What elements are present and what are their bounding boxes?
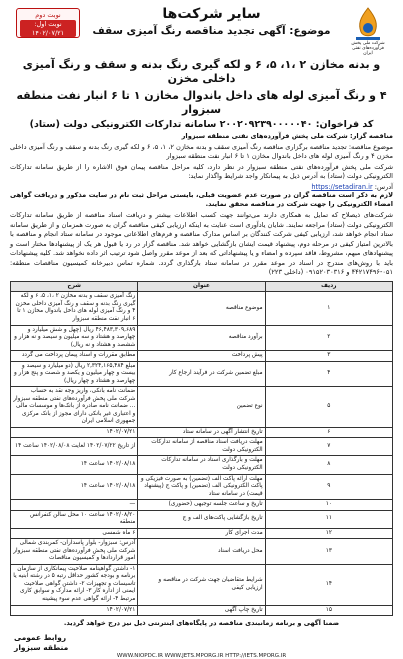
table-row — [11, 456, 393, 474]
row-title: مبلغ تضمین شرکت در فرآیند ارجاع کار — [138, 361, 265, 387]
row-description: ۱۴۰۲/۰۷/۲۱ — [11, 427, 138, 438]
column-header-row: ردیف — [265, 281, 392, 292]
row-title: مهلت ارائه پاکت الف (تضمین) به صورت فیزیکی و پاکت الکترونیکی الف (تضمین) و پاکت ج (پیشنهاد قیمت) در سامانه ستاد — [138, 474, 265, 500]
row-number: ۱۳ — [265, 539, 392, 565]
paragraph-subject: موضوع مناقصه: تجدید مناقصه برگزاری مناقصه رنگ آمیزی سقف و بدنه مخازن ۲، ۱، ۵، ۶ و لکه گیری رنگ بدنه و سقف و رنگ آمیزی داخلی مخزن ۴ و رنگ آمیزی لوله های داخل باندوال مخازن ۱ تا ۶ انبار نفت منطقه سبزوار — [10, 142, 393, 161]
row-number: ۱۴ — [265, 564, 392, 605]
header-band — [10, 4, 393, 56]
row-description: ۱۴۰۲/۰۸/۲۰ ساعت ۱۰ محل سالن کنفرانس منطقه — [11, 510, 138, 528]
row-title: تاریخ چاپ آگهی — [138, 605, 265, 616]
row-title: محل دریافت اسناد — [138, 539, 265, 565]
table-row — [11, 387, 393, 428]
row-description: ۱۴۰۲/۰۸/۱۸ ساعت ۱۴ — [11, 474, 138, 500]
footer-websites: WWW.NIOPDC.IR WWW.JETS.MPORG.IR HTTP://IETS.MPORG.IR — [116, 653, 287, 659]
stamp-label: نوبت دوم — [35, 11, 61, 19]
tender-title-line-2: ۴ و رنگ آمیزی لوله های داخل باندوال مخازن ۱ تا ۶ انبار نفت منطقه سبزوار — [16, 88, 387, 116]
row-description: ۴۶,۴۸۳,۳۰۹,۶۸۹ ریال (چهل و شش میلیارد و چهارصد و هشتاد و سه میلیون و سیصد و نه هزار و ششصد و هشتاد و نه ریال) — [11, 325, 138, 351]
company-title: سایر شرکت‌ها — [162, 6, 261, 22]
row-title: برآورد مناقصه — [138, 325, 265, 351]
row-description: از تاریخ ۱۴۰۲/۰۷/۲۲ لغایت ۱۴۰۲/۰۸/۰۸ ساعت ۱۴ — [11, 438, 138, 456]
row-title: مهلت و بارگذاری اسناد در سامانه تدارکات الکترونیکی دولت — [138, 456, 265, 474]
row-number: ۸ — [265, 456, 392, 474]
footer — [10, 619, 393, 659]
row-description: ۱۴۰۲/۰۸/۱۸ ساعت ۱۴ — [11, 456, 138, 474]
row-description: ۱- داشتن گواهینامه صلاحیت پیمانکاری از سازمان برنامه و بودجه کشور حداقل رتبه ۵ در رشته ابنیه یا تاسیسات و تجهیزات ۲- داشتن گواهی صلاحیت ایمنی از اداره کار ۳- ارائه مدارک و سوابق کاری مرتبط ۴- ارائه گواهی عدم سوء پیشینه — [11, 564, 138, 605]
subject-line: موضوع: آگهی تجدید مناقصه رنگ آمیزی سقف — [92, 25, 331, 37]
row-description: ۱۴۰۲/۰۷/۲۱ — [11, 605, 138, 616]
row-number: ۱۱ — [265, 510, 392, 528]
table-row — [11, 539, 393, 565]
website-label: آدرس: — [374, 182, 393, 191]
row-title: تاریخ و ساعت جلسه توجیهی (حضوری) — [138, 500, 265, 511]
tender-schedule-table — [10, 281, 393, 616]
paragraph-registration: لازم به ذکر است مناقصه گران در صورت عدم عضویت قبلی، بایستی مراحل ثبت نام در سایت مذکور و دریافت گواهی امضاء الکترونیکی را جهت شرکت در مناقصه محقق نمایند. — [10, 190, 393, 209]
paragraph-intro: شرکت ملی پخش فرآورده‌های نفتی منطقه سبزوار در نظر دارد، کلیه مراحل مناقصه پیمان فوق الاشاره را از طریق سامانه تدارکات الکترونیکی دولت (ستاد) به آدرس ذیل به پیمانکار واجد شرایط واگذار نماید: — [10, 162, 393, 181]
company-logo-icon — [351, 6, 385, 42]
table-row — [11, 500, 393, 511]
table-row — [11, 427, 393, 438]
signature-block — [14, 633, 124, 653]
table-row — [11, 564, 393, 605]
row-title: نوع تضمین — [138, 387, 265, 428]
table-row — [11, 361, 393, 387]
row-title: مدت اجرای کار — [138, 528, 265, 539]
setad-link[interactable]: https://setadiran.ir — [311, 182, 373, 191]
row-number: ۷ — [265, 438, 392, 456]
paragraph-details: شرکت‌های ذیصلاح که تمایل به همکاری دارند می‌توانند جهت کسب اطلاعات بیشتر و دریافت اسناد مناقصه از طریق سامانه تدارکات الکترونیکی دولت (ستاد) مراجعه نمایند. شایان یادآوری است عنایت به اینکه ارزیابی کیفی مناقصه گران به صورت همزمان و از طریق سامانه ستاد انجام خواهد شد، ارزیابی کیفی شرکت کنندگان بر اساس مدارک مناقصه و فرم‌های اطلاعاتی موجود در سامانه ستاد انجام و مناقصه با بالاترین امتیاز کیفی در مرحله دوم، پیشنهاد قیمت ایشان بازگشایی خواهد شد. مناقصه گزار در رد یا قبول هر یک از پیشنهادها مختار است و پیشنهادهای مبهم، مشروط، فاقد سپرده و امضاء و یا پیشنهاداتی که بعد از موعد مقرر واصل شود ترتیب اثر داده نخواهد شد. کلیه پیشنهادات باید با روش‌های مندرج در اسناد در موعد مقرر در سامانه ستاد بارگذاری گردد. شماره تماس دبیرخانه کمیسیون مناقصات منطقه: ۰۵۱-۴۴۲۱۷۴۹۶ و ۰۹۱۵۲۰۳۰۳۱۶ (داخلی ۲۲۳) — [10, 211, 393, 277]
website-line — [10, 183, 393, 191]
row-number: ۶ — [265, 427, 392, 438]
table-row — [11, 292, 393, 325]
row-title: پیش پرداخت — [138, 351, 265, 362]
row-number: ۴ — [265, 361, 392, 387]
table-row — [11, 325, 393, 351]
row-number: ۱۵ — [265, 605, 392, 616]
row-description: ضمانت نامه بانکی، واریز وجه نقد به حساب شرکت ملی پخش فرآورده‌های نفتی منطقه سبزوار ... ضمانت نامه صادره از بانک‌ها و موسسات مالی و اعتباری غیر بانکی دارای مجوز از بانک مرکزی جمهوری اسلامی ایران — [11, 387, 138, 428]
row-description: — — [11, 500, 138, 511]
column-header-title: عنوان — [138, 281, 265, 292]
row-number: ۲ — [265, 325, 392, 351]
call-number: کد فراخوان: ۲۰۰۲۰۹۲۳۹۰۰۰۰۰۴۰ سامانه تدارکات الکترونیکی دولت (ستاد) — [29, 119, 374, 131]
paragraph-organizer: مناقصه گزار: شرکت ملی پخش فرآورده‌های نفتی منطقه سبزوار — [181, 132, 393, 141]
table-row — [11, 351, 393, 362]
row-title: تاریخ انتشار آگهی در سامانه ستاد — [138, 427, 265, 438]
table-row — [11, 510, 393, 528]
table-row — [11, 605, 393, 616]
stamp-number: نوبت اول: ۱۴۰۲/۰۷/۲۱ — [20, 20, 76, 38]
row-title: تاریخ بازگشایی پاکت‌های الف و ج — [138, 510, 265, 528]
row-number: ۹ — [265, 474, 392, 500]
row-number: ۵ — [265, 387, 392, 428]
row-description: ۶ ماه شمسی — [11, 528, 138, 539]
table-header-row — [11, 281, 393, 292]
table-body — [11, 292, 393, 616]
row-description: آدرس: سبزوار- بلوار پاسداران- کمربندی شمالی شرکت ملی پخش فرآورده‌های نفتی منطقه سبزوار امور قراردادها و کمیسیون مناقصات — [11, 539, 138, 565]
row-number: ۱۰ — [265, 500, 392, 511]
row-number: ۱۲ — [265, 528, 392, 539]
tender-title-line-1: و بدنه مخازن ۲ ،۱، ۵، ۶ و لکه گیری رنگ بدنه و سقف و رنگ آمیزی داخلی مخزن — [22, 58, 381, 86]
column-header-description: شرح — [11, 281, 138, 292]
page-heading — [80, 6, 343, 38]
row-title: شرایط متقاضیان جهت شرکت در مناقصه و ارزیابی کیفی — [138, 564, 265, 605]
row-title: مهلت دریافت اسناد مناقصه از سامانه تدارکات الکترونیکی دولت — [138, 438, 265, 456]
row-title: موضوع مناقصه — [138, 292, 265, 325]
row-description: مطابق مقررات و اسناد پیمان پرداخت می گردد — [11, 351, 138, 362]
row-description: مبلغ ۲,۳۲۴,۱۶۵,۴۸۴ ریال (دو میلیارد و سیصد و بیست و چهار میلیون و یکصد و شصت و پنج هزار و چهارصد و هشتاد و چهار ریال) — [11, 361, 138, 387]
table-row — [11, 474, 393, 500]
footer-note: ضمنا آگهی و برنامه زمانبندی مناقصه در پایگاه‌های اینترنتی ذیل نیز درج خواهد گردید. — [63, 619, 340, 628]
signature-line-1: روابط عمومی — [14, 633, 67, 643]
logo-caption: شرکت ملی پخش فرآورده‌های نفتی ایران — [351, 41, 385, 56]
row-number: ۱ — [265, 292, 392, 325]
signature-line-2: منطقه سبزوار — [14, 643, 69, 653]
table-row — [11, 438, 393, 456]
notice-stamp — [16, 8, 80, 38]
table-row — [11, 528, 393, 539]
row-description: رنگ آمیزی سقف و بدنه مخازن ۲ ،۱، ۵، ۶ و لکه گیری رنگ بدنه و سقف و رنگ آمیزی داخلی مخزن ۴ و رنگ آمیزی لوله های داخل باندوال مخازن ۱ تا ۶ انبار نفت منطقه سبزوار — [11, 292, 138, 325]
row-number: ۳ — [265, 351, 392, 362]
